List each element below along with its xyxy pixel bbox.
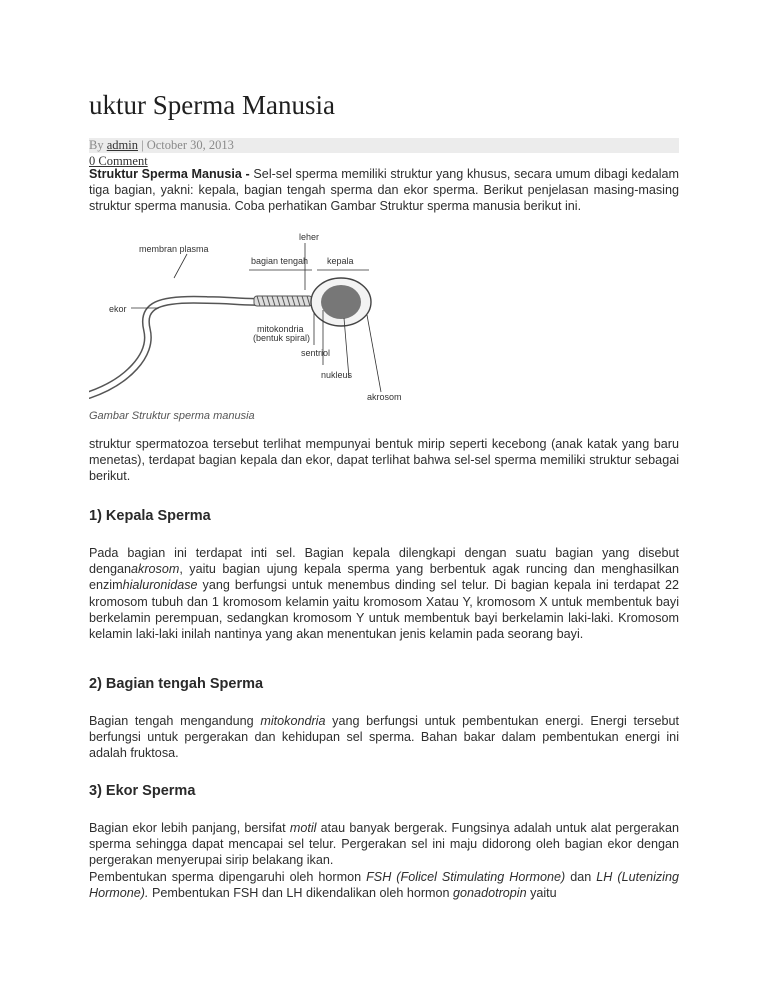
label-ekor: ekor xyxy=(109,304,127,314)
intro-bold: Struktur Sperma Manusia - xyxy=(89,167,250,181)
label-bentuk-spiral: (bentuk spiral) xyxy=(253,333,311,343)
label-membran: membran plasma xyxy=(139,244,209,254)
term-gonadotropin: gonadotropin xyxy=(453,885,527,900)
kepala-text-1: Pada bagian ini terdapat inti sel. Bagian kepala dilengkapi dengan suatu bagian yang disebut dengan xyxy=(89,546,679,577)
label-nukleus: nukleus xyxy=(321,370,353,380)
ekor-text-1: Bagian ekor lebih panjang, bersifat xyxy=(89,821,290,835)
ekor-text-5: Pembentukan FSH dan LH dikendalikan oleh hormon xyxy=(148,885,454,900)
meta-separator: | xyxy=(141,138,144,152)
term-motil: motil xyxy=(289,821,317,835)
ekor-text-2: atau banyak bergerak. Fungsinya adalah untuk alat pergerakan sperma sehingga dapat mencapai sel telur. Pergerakan sel ini maju didorong oleh bagian ekor dengan pergerakan menyerupai sirip belakang ikan. xyxy=(89,821,679,868)
intro-paragraph xyxy=(89,166,679,215)
tengah-text-1: Bagian tengah mengandung xyxy=(89,714,261,728)
term-hialuronidase: hialuronidase xyxy=(122,578,198,593)
kepala-text-3: yang berfungsi untuk menembus dinding sel telur. Di bagian kepala ini terdapat 22 kromosom tubuh dan 1 kromosom kelamin yaitu kromosom Xatau Y, kromosom X untuk membentuk bayi berkelamin perempuan, sedangkan kromosom Y untuk membentuk bayi berkelamin laki-laki. Kromosom kelamin laki-laki inilah nantinya yang akan menentukan jenis kelamin pada seorang bayi. xyxy=(89,578,679,642)
label-akrosom: akrosom xyxy=(367,392,402,402)
term-fsh: FSH (Folicel Stimulating Hormone) xyxy=(366,869,566,884)
ekor-text-3: Pembentukan sperma dipengaruhi oleh hormon xyxy=(89,869,367,884)
label-bagian-tengah: bagian tengah xyxy=(251,256,309,266)
label-leher: leher xyxy=(299,232,320,242)
meta-by: By xyxy=(89,138,104,152)
ekor-text-6: yaitu xyxy=(526,885,557,900)
comment-link[interactable]: 0 Comment xyxy=(89,154,148,168)
sperm-diagram xyxy=(89,230,429,405)
paragraph-kepala xyxy=(89,545,679,642)
post-meta xyxy=(89,138,234,153)
label-kepala: kepala xyxy=(327,256,354,266)
ekor-text-4: dan xyxy=(565,869,597,884)
heading-ekor: 3) Ekor Sperma xyxy=(89,783,196,799)
paragraph-bagian-tengah xyxy=(89,713,679,762)
label-sentriol: sentriol xyxy=(301,348,331,358)
term-lh: LH (Lutenizing Hormone). xyxy=(89,869,679,900)
paragraph-ekor xyxy=(89,820,679,901)
paragraph-structure: struktur spermatozoa tersebut terlihat mempunyai bentuk mirip seperti kecebong (anak katak yang baru menetas), terdapat bagian kepala dan ekor, dapat terlihat bahwa sel-sel sperma memiliki struktur sebagai berikut. xyxy=(89,437,679,484)
post-date: October 30, 2013 xyxy=(146,138,234,152)
figure-caption: Gambar Struktur sperma manusia xyxy=(89,410,255,422)
term-akrosom: akrosom xyxy=(131,562,180,577)
author-link[interactable]: admin xyxy=(106,138,138,152)
heading-kepala: 1) Kepala Sperma xyxy=(89,508,211,524)
intro-text: Sel-sel sperma memiliki struktur yang khusus, secara umum dibagi kedalam tiga bagian, yakni: kepala, bagian tengah sperma dan ekor sperma. Berikut penjelasan masing-masing struktur sperma manusia. Coba perhatikan Gambar Struktur sperma manusia berikut ini. xyxy=(89,167,680,214)
kepala-text-2: , yaitu bagian ujung kepala sperma yang berbentuk agak runcing dan menghasilkan enzim xyxy=(89,562,679,593)
tengah-text-2: yang berfungsi untuk pembentukan energi. Energi tersebut berfungsi untuk pergerakan dan kehidupan sel sperma. Bahan bakar dalam pembentukan energi ini adalah fruktosa. xyxy=(89,714,679,761)
heading-bagian-tengah: 2) Bagian tengah Sperma xyxy=(89,676,264,692)
label-mitokondria: mitokondria xyxy=(257,324,304,334)
nucleus xyxy=(321,285,361,319)
article-title: uktur Sperma Manusia xyxy=(89,90,335,120)
term-mitokondria: mitokondria xyxy=(260,714,326,728)
